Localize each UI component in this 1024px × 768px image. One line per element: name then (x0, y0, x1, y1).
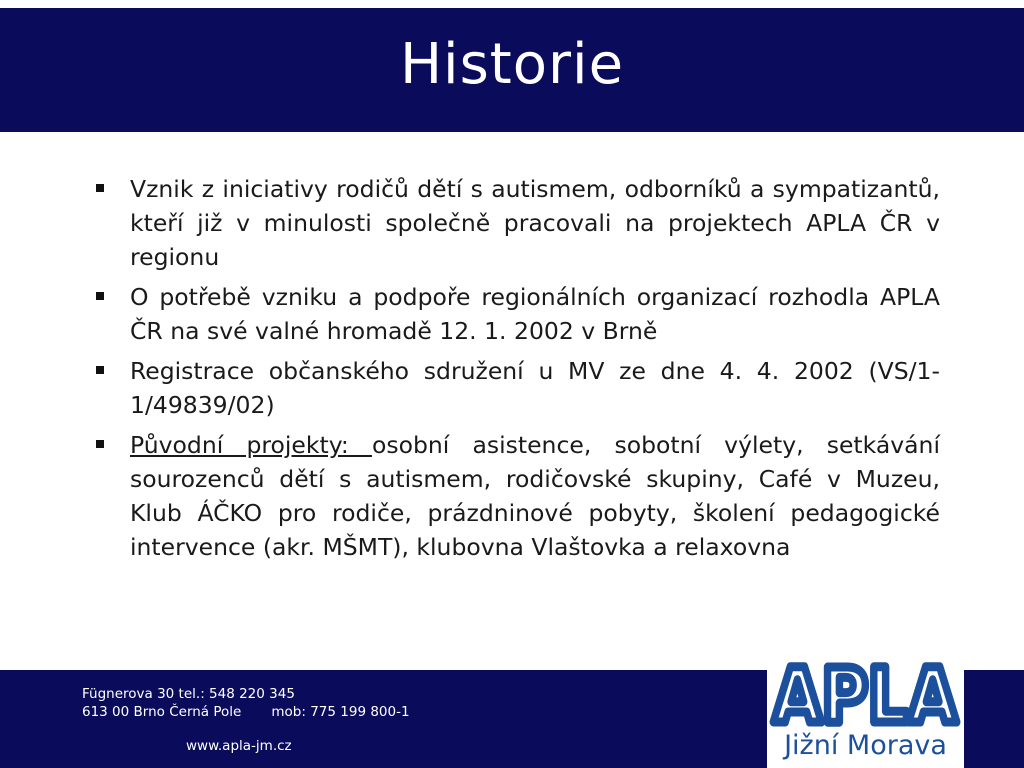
bullet-text: Registrace občanského sdružení u MV ze dne 4. 4. 2002 (VS/1-1/49839/02) (130, 357, 940, 419)
square-bullet-icon (96, 292, 104, 300)
apla-logo-mark (767, 648, 964, 730)
bullet-item (94, 172, 940, 274)
bullet-text: Vznik z iniciativy rodičů dětí s autismem, odborníků a sympatizantů, kteří již v minulosti společně pracovali na projektech APLA ČR v regionu (130, 175, 940, 271)
footer-website: www.apla-jm.cz (186, 738, 292, 754)
logo-mark-text: APLA (773, 651, 958, 730)
bullet-item (94, 280, 940, 348)
bullet-item (94, 354, 940, 422)
footer-address-line2: 613 00 Brno Černá Pole mob: 775 199 800-1 (82, 704, 410, 720)
square-bullet-icon (96, 440, 104, 448)
bullet-item (94, 428, 940, 564)
logo-region-text: Jižní Morava (784, 730, 947, 761)
bullet-text: osobní asistence, sobotní výlety, setkávání sourozenců dětí s autismem, rodičovské skupiny, Café v Muzeu, Klub ÁČKO pro rodiče, prázdninové pobyty, školení pedagogické intervence (akr. MŠMT), klubovna Vlaštovka a relaxovna (130, 431, 940, 561)
slide-title: Historie (399, 31, 625, 97)
slide-content (94, 172, 940, 570)
apla-logo (767, 648, 964, 768)
footer-address-line1: Fügnerova 30 tel.: 548 220 345 (82, 686, 295, 702)
square-bullet-icon (96, 366, 104, 374)
square-bullet-icon (96, 184, 104, 192)
title-bar (0, 8, 1024, 132)
bullet-list (94, 172, 940, 564)
bullet-underlined-text: Původní projekty: (130, 431, 372, 459)
top-strip (0, 0, 1024, 8)
bullet-text: O potřebě vzniku a podpoře regionálních organizací rozhodla APLA ČR na své valné hromadě 12. 1. 2002 v Brně (130, 283, 940, 345)
